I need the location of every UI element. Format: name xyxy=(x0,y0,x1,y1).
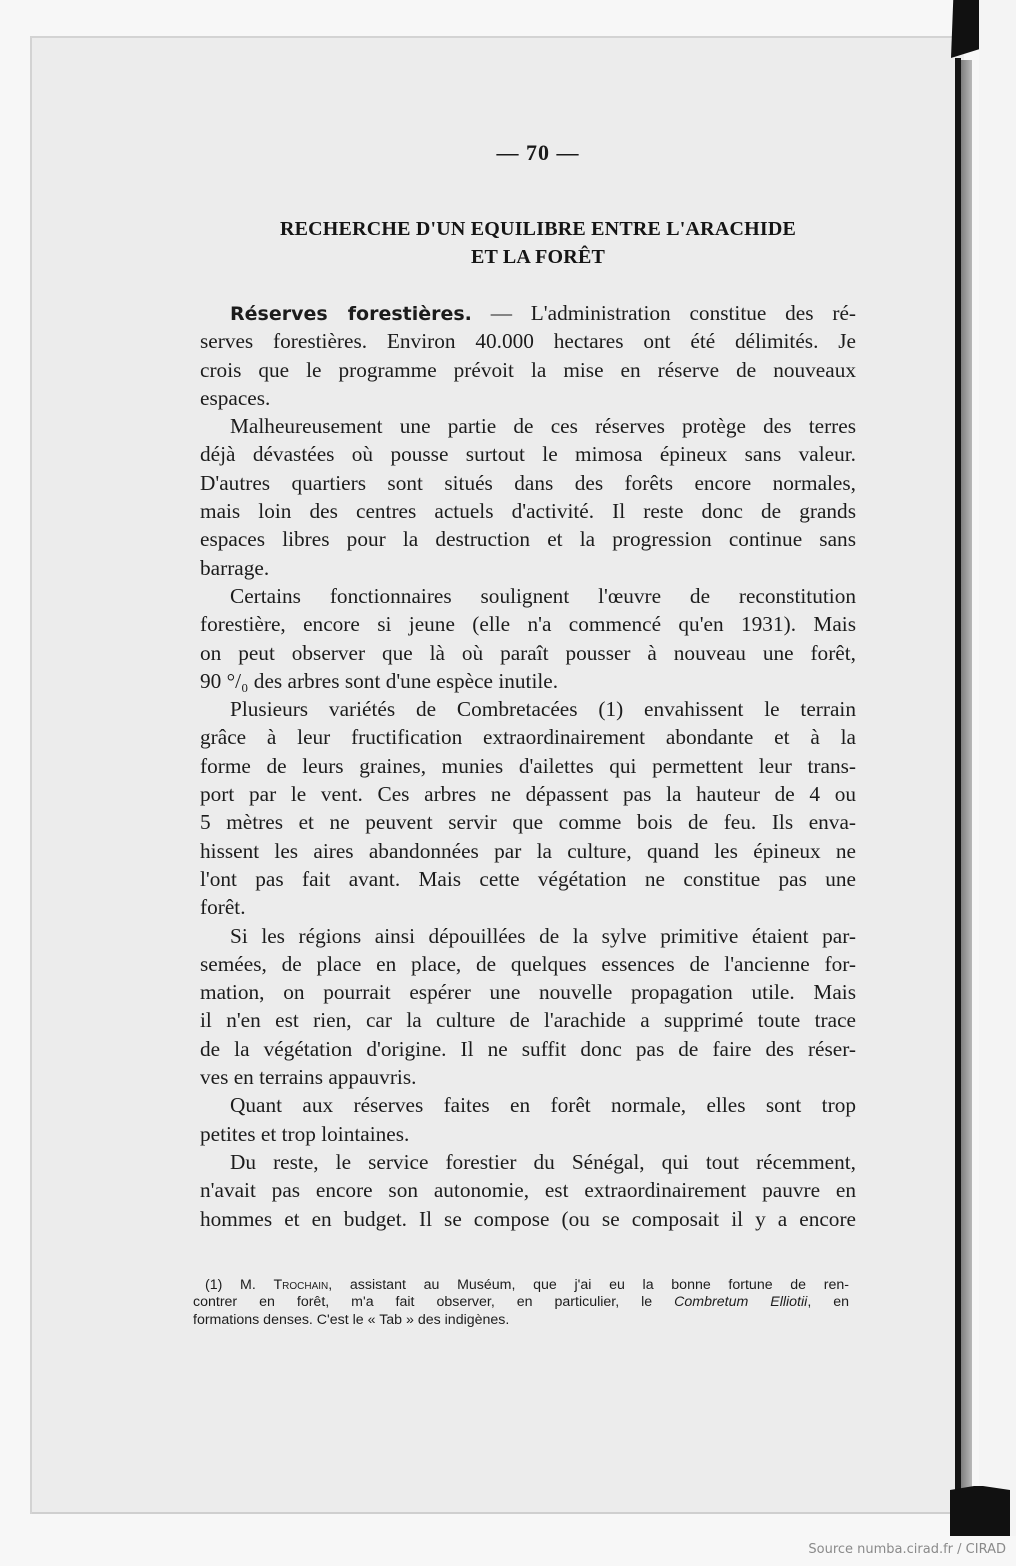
text-line: mation, on pourrait espérer une nouvelle propagation utile. Mais xyxy=(200,980,856,1005)
text-line: serves forestières. Environ 40.000 hectares ont été délimités. Je xyxy=(200,329,856,354)
text-line: hommes et en budget. Il se compose (ou se composait il y a encore xyxy=(200,1206,856,1231)
text-line: Réserves forestières. — L'administration constitue des ré- xyxy=(230,301,856,325)
scan-margin-right xyxy=(979,0,1016,1536)
text-line: forêt. xyxy=(200,895,246,920)
text-line: 90 °/₀ des arbres sont d'une espèce inutile. xyxy=(200,668,559,693)
text-line: Certains fonctionnaires soulignent l'œuvre de reconstitution xyxy=(230,583,856,608)
footnote-line: formations denses. C'est le « Tab » des indigènes. xyxy=(193,1311,510,1328)
section-heading: Réserves forestières. xyxy=(230,303,472,325)
text-line: on peut observer que là où paraît pousser à nouveau une forêt, xyxy=(200,640,856,665)
text-line: Malheureusement une partie de ces réserves protège des terres xyxy=(230,414,856,439)
binding-strip xyxy=(961,60,972,1490)
text-line: grâce à leur fructification extraordinairement abondante et à la xyxy=(200,725,856,750)
text-line: ves en terrains appauvris. xyxy=(200,1065,417,1090)
text-line: il n'en est rien, car la culture de l'arachide a supprimé toute trace xyxy=(200,1008,856,1033)
text-line: déjà dévastées où pousse surtout le mimosa épineux sans valeur. xyxy=(200,442,856,467)
text-line: barrage. xyxy=(200,555,270,580)
text-line: Si les régions ainsi dépouillées de la sylve primitive étaient par- xyxy=(230,923,856,948)
text-line: hissent les aires abandonnées par la culture, quand les épineux ne xyxy=(200,838,856,863)
text-line: forestière, encore si jeune (elle n'a commencé qu'en 1931). Mais xyxy=(200,612,856,637)
text-line: Plusieurs variétés de Combretacées (1) envahissent le terrain xyxy=(230,697,856,722)
chapter-title xyxy=(200,215,876,271)
footnote-line: (1) M. Trochain, assistant au Muséum, que j'ai eu la bonne fortune de ren- xyxy=(205,1277,850,1293)
chapter-title-line-1: RECHERCHE D'UN EQUILIBRE ENTRE L'ARACHIDE xyxy=(279,218,797,240)
footnote xyxy=(193,1277,849,1329)
species-name: Combretum Elliotii xyxy=(674,1294,808,1311)
text-line: 5 mètres et ne peuvent servir que comme bois de feu. Ils enva- xyxy=(200,810,856,835)
text-line: mais loin des centres actuels d'activité. Il reste donc de grands xyxy=(200,499,856,524)
text-line: D'autres quartiers sont situés dans des forêts encore normales, xyxy=(200,470,856,495)
text-line: semées, de place en place, de quelques essences de l'ancienne for- xyxy=(200,951,856,976)
source-credit: Source numba.cirad.fr / CIRAD xyxy=(808,1542,1006,1557)
text-line: forme de leurs graines, munies d'ailettes qui permettent leur trans- xyxy=(200,753,856,778)
chapter-title-line-2: ET LA FORÊT xyxy=(470,246,606,268)
footnote-author: Trochain xyxy=(273,1277,329,1293)
body-text xyxy=(200,299,856,1233)
text-line: petites et trop lointaines. xyxy=(200,1121,410,1146)
text-line: espaces. xyxy=(200,385,271,410)
binding-clip-bottom xyxy=(950,1486,1010,1536)
binding-clip-top xyxy=(951,0,979,58)
text-line: l'ont pas fait avant. Mais cette végétation ne constitue pas une xyxy=(200,866,856,891)
text-line: crois que le programme prévoit la mise en réserve de nouveaux xyxy=(200,357,856,382)
footnote-line: contrer en forêt, m'a fait observer, en particulier, le Combretum Elliotii, en xyxy=(193,1294,850,1311)
page-number: — 70 — xyxy=(496,140,580,165)
text-line: Du reste, le service forestier du Sénégal, qui tout récemment, xyxy=(230,1149,856,1174)
text-line: n'avait pas encore son autonomie, est extraordinairement pauvre en xyxy=(200,1178,856,1203)
text-line: Quant aux réserves faites en forêt normale, elles sont trop xyxy=(230,1093,856,1118)
text-line: port par le vent. Ces arbres ne dépassent pas la hauteur de 4 ou xyxy=(200,782,856,807)
text-line: espaces libres pour la destruction et la progression continue sans xyxy=(200,527,856,552)
text-line: de la végétation d'origine. Il ne suffit donc pas de faire des réser- xyxy=(200,1036,856,1061)
